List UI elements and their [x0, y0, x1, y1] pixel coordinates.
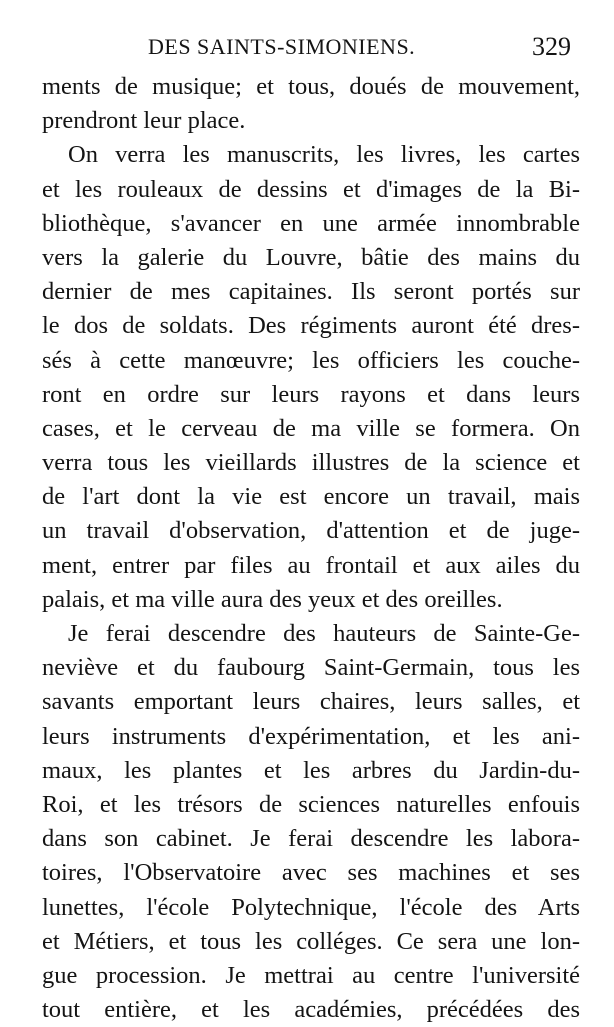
text-line: et les rouleaux de dessins et d'images de la Bi-: [42, 175, 580, 203]
text-line: gue procession. Je mettrai au centre l'université: [42, 961, 580, 989]
running-title: DES SAINTS-SIMONIENS.: [148, 34, 416, 59]
text-line: ront en ordre sur leurs rayons et dans leurs: [42, 380, 580, 408]
text-line: Je ferai descendre des hauteurs de Sainte-Ge-: [68, 620, 580, 647]
text-line: leurs instruments d'expérimentation, et les ani-: [42, 722, 580, 750]
text-line: le dos de soldats. Des régiments auront été dres-: [42, 312, 580, 340]
text-line: bliothèque, s'avancer en une armée innombrable: [42, 209, 580, 237]
text-line: maux, les plantes et les arbres du Jardin-du-: [42, 756, 580, 784]
text-line: dernier de mes capitaines. Ils seront portés sur: [42, 278, 580, 306]
text-line: un travail d'observation, d'attention et de juge-: [42, 517, 580, 545]
text-line: ments de musique; et tous, doués de mouvement,: [42, 73, 580, 100]
text-line: et Métiers, et tous les colléges. Ce sera une lon-: [42, 927, 580, 955]
text-line: de l'art dont la vie est encore un travail, mais: [42, 483, 580, 511]
text-line: neviève et du faubourg Saint-Germain, tous les: [42, 654, 580, 682]
text-line: vers la galerie du Louvre, bâtie des mains du: [42, 243, 580, 271]
text-line: dans son cabinet. Je ferai descendre les labora-: [42, 825, 580, 853]
page-number: 329: [532, 32, 571, 61]
text-line: sés à cette manœuvre; les officiers les couche-: [42, 346, 580, 374]
text-line: cases, et le cerveau de ma ville se formera. On: [42, 414, 580, 442]
running-head: [0, 30, 614, 64]
text-line: ment, entrer par files au frontail et aux ailes du: [42, 551, 580, 579]
text-line: verra tous les vieillards illustres de la science et: [42, 449, 580, 477]
text-line: lunettes, l'école Polytechnique, l'école des Arts: [42, 893, 580, 921]
text-line: prendront leur place.: [42, 107, 246, 135]
body-text: [42, 70, 580, 1027]
text-line: palais, et ma ville aura des yeux et des oreilles.: [42, 585, 503, 613]
text-line: tout entière, et les académies, précédées des: [42, 996, 580, 1024]
text-line: Roi, et les trésors de sciences naturelles enfouis: [42, 790, 580, 818]
text-line: On verra les manuscrits, les livres, les cartes: [68, 141, 580, 169]
text-line: savants emportant leurs chaires, leurs salles, et: [42, 688, 580, 716]
text-line: toires, l'Observatoire avec ses machines et ses: [42, 859, 580, 887]
